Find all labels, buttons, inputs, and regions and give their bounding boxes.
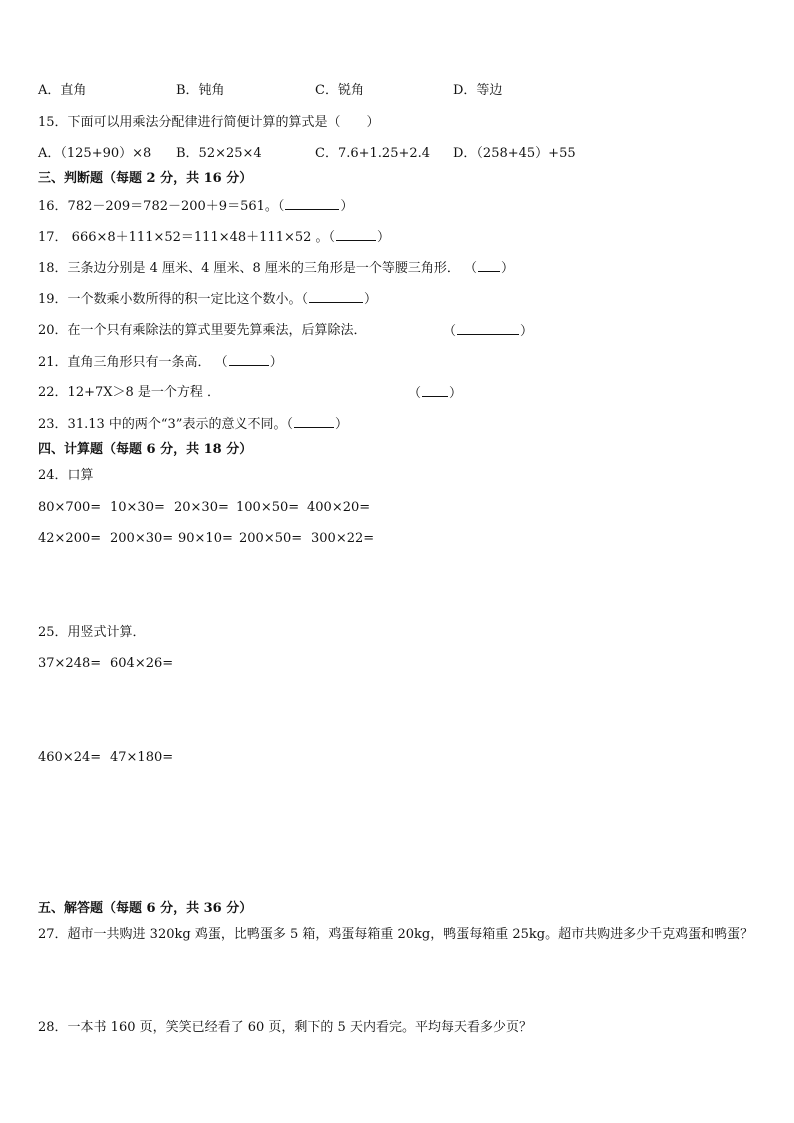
vertical-calc-item: 37×248= [38, 656, 102, 671]
judge-item-16 [38, 197, 353, 216]
section-3-heading: 三、判断题（每题 2 分，共 16 分） [38, 171, 253, 186]
judge-text: 16．782－209＝782－200＋9＝561。（ [38, 199, 285, 214]
mental-math-item: 80×700= [38, 500, 102, 515]
judge-text: 18．三条边分别是 4 厘米、4 厘米、8 厘米的三角形是一个等腰三角形． （ [38, 261, 478, 276]
answer-blank[interactable] [457, 322, 519, 335]
mental-math-item: 200×30= [110, 531, 174, 546]
judge-item-18 [38, 259, 514, 278]
judge-paren: （ [443, 324, 457, 339]
judge-item-22-answer [408, 384, 462, 403]
judge-text: 22．12+7X＞8 是一个方程 ． [38, 385, 221, 400]
q14-option-c: C．锐角 [315, 83, 364, 98]
mental-math-item: 100×50= [236, 500, 300, 515]
judge-tail: ） [449, 386, 463, 401]
judge-tail: ） [520, 324, 534, 339]
q25-title: 25．用竖式计算． [38, 625, 146, 640]
section-5-heading: 五、解答题（每题 6 分，共 36 分） [38, 901, 253, 916]
judge-tail: ） [377, 230, 391, 245]
q27-question: 27．超市一共购进 320kg 鸡蛋，比鸭蛋多 5 箱，鸡蛋每箱重 20kg，鸭蛋每箱重 25kg。超市共购进多少千克鸡蛋和鸭蛋？ [38, 927, 754, 942]
q15-option-d: D．（258+45）+55 [453, 146, 576, 161]
answer-blank[interactable] [229, 353, 269, 366]
judge-item-19 [38, 290, 377, 309]
answer-blank[interactable] [336, 228, 376, 241]
judge-tail: ） [501, 261, 515, 276]
vertical-calc-item: 604×26= [110, 656, 174, 671]
q14-option-a: A．直角 [38, 83, 87, 98]
mental-math-item: 42×200= [38, 531, 102, 546]
mental-math-item: 400×20= [307, 500, 371, 515]
answer-blank[interactable] [309, 290, 363, 303]
q24-title: 24．口算 [38, 468, 94, 483]
judge-item-23 [38, 415, 348, 434]
answer-blank[interactable] [285, 197, 339, 210]
q28-question: 28．一本书 160 页，笑笑已经看了 60 页，剩下的 5 天内看完。平均每天看多少页？ [38, 1020, 532, 1035]
judge-tail: ） [364, 292, 378, 307]
judge-item-20-answer [443, 322, 533, 341]
judge-text: 20．在一个只有乘除法的算式里要先算乘法，后算除法． [38, 323, 367, 338]
q14-option-b: B．钝角 [176, 83, 225, 98]
q14-option-d: D．等边 [453, 83, 503, 98]
answer-blank[interactable] [478, 259, 500, 272]
judge-tail: ） [269, 355, 283, 370]
judge-text: 19．一个数乘小数所得的积一定比这个数小。（ [38, 292, 309, 307]
judge-item-21 [38, 353, 283, 372]
vertical-calc-item: 47×180= [110, 750, 174, 765]
q15-option-a: A．（125+90）×8 [38, 146, 152, 161]
judge-item-20 [38, 322, 367, 340]
vertical-calc-item: 460×24= [38, 750, 102, 765]
judge-tail: ） [340, 199, 354, 214]
judge-text: 23．31.13 中的两个“3”表示的意义不同。（ [38, 417, 293, 432]
answer-blank[interactable] [422, 384, 448, 397]
q15-question: 15．下面可以用乘法分配律进行简便计算的算式是（ ） [38, 115, 380, 130]
mental-math-item: 300×22= [311, 531, 375, 546]
q15-option-b: B．52×25×4 [176, 146, 262, 161]
judge-tail: ） [334, 417, 348, 432]
answer-blank[interactable] [294, 415, 334, 428]
section-4-heading: 四、计算题（每题 6 分，共 18 分） [38, 442, 253, 457]
mental-math-item: 90×10= [178, 531, 233, 546]
judge-item-22 [38, 384, 220, 402]
q15-option-c: C．7.6+1.25+2.4 [315, 146, 431, 161]
mental-math-item: 200×50= [239, 531, 303, 546]
judge-text: 21．直角三角形只有一条高． （ [38, 355, 228, 370]
judge-text: 17． 666×8＋111×52＝111×48＋111×52 。（ [38, 230, 336, 245]
mental-math-item: 10×30= [110, 500, 165, 515]
mental-math-item: 20×30= [174, 500, 229, 515]
judge-item-17 [38, 228, 390, 247]
judge-paren: （ [408, 386, 422, 401]
